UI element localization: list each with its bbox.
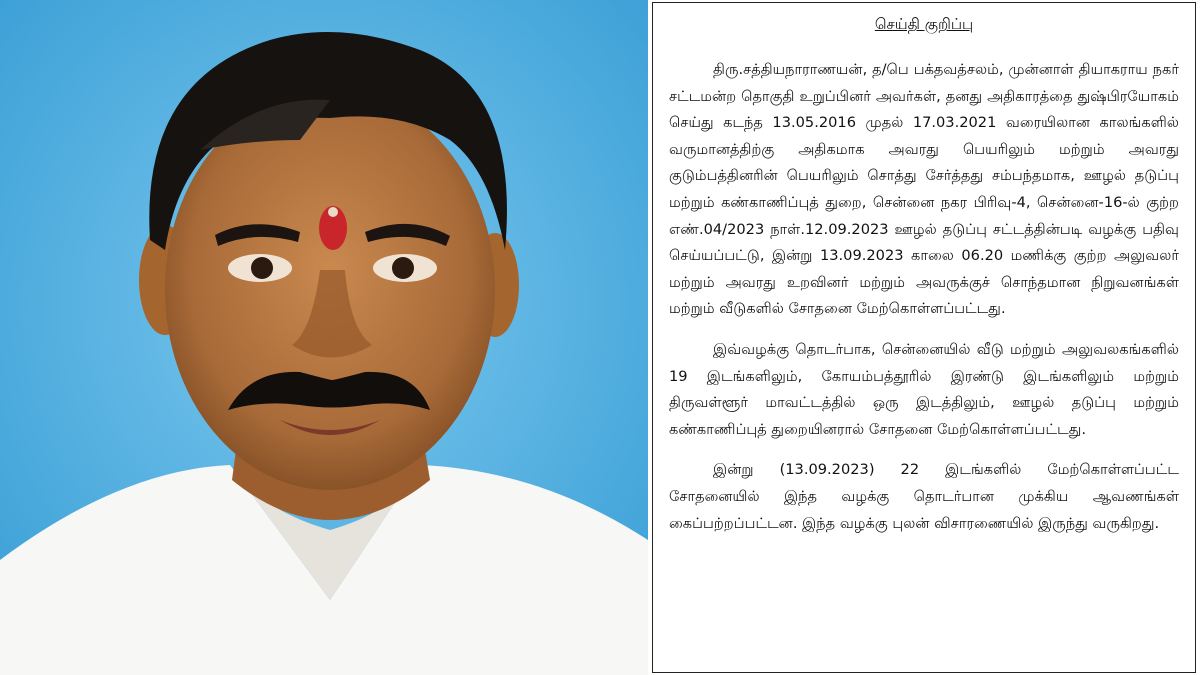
press-note-paragraph-3: இன்று (13.09.2023) 22 இடங்களில் மேற்கொள்ளப்பட்ட சோதனையில் இந்த வழக்கு தொடர்பான முக்கிய ஆவணங்கள் கைப்பற்றப்பட்டன. இந்த வழக்கு புலன் விசாரணையில் இருந்து வருகிறது. (669, 461, 1179, 532)
press-note-paragraph-1: திரு.சத்தியநாராணயன், த/பெ பக்தவத்சலம், முன்னாள் தியாகராய நகர் சட்டமன்ற தொகுதி உறுப்பினர் அவர்கள், தனது அதிகாரத்தை துஷ்பிரயோகம் செய்து கடந்த 13.05.2016 முதல் 17.03.2021 வரையிலான காலங்களில் வருமானத்திற்கு அதிகமாக அவரது பெயரிலும் மற்றும் அவரது குடும்பத்தினரின் பெயரிலும் சொத்து சேர்த்தது சம்பந்தமாக, ஊழல் தடுப்பு மற்றும் கண்காணிப்புத் துறை, சென்னை நகர பிரிவு-4, சென்னை-16-ல் குற்ற எண்.04/2023 நாள்.12.09.2023 ஊழல் தடுப்பு சட்டத்தின்படி வழக்கு பதிவு செய்யப்பட்டு, இன்று 13.09.2023 காலை 06.20 மணிக்கு குற்ற அலுவலர் மற்றும் அவரது உறவினர் மற்றும் அவருக்குச் சொந்தமான நிறுவனங்கள் மற்றும் வீடுகளில் சோதனை மேற்கொள்ளப்பட்டது. (669, 61, 1179, 318)
press-note-paragraph-2: இவ்வழக்கு தொடர்பாக, சென்னையில் வீடு மற்றும் அலுவலகங்களில் 19 இடங்களிலும், கோயம்பத்தூரில் இரண்டு இடங்களிலும் மற்றும் திருவள்ளூர் மாவட்டத்தில் ஒரு இடத்திலும், ஊழல் தடுப்பு மற்றும் கண்காணிப்புத் துறையினரால் சோதனை மேற்கொள்ளப்பட்டது. (669, 340, 1179, 438)
press-note-document (652, 2, 1196, 673)
press-note-title: செய்தி குறிப்பு (874, 15, 974, 33)
